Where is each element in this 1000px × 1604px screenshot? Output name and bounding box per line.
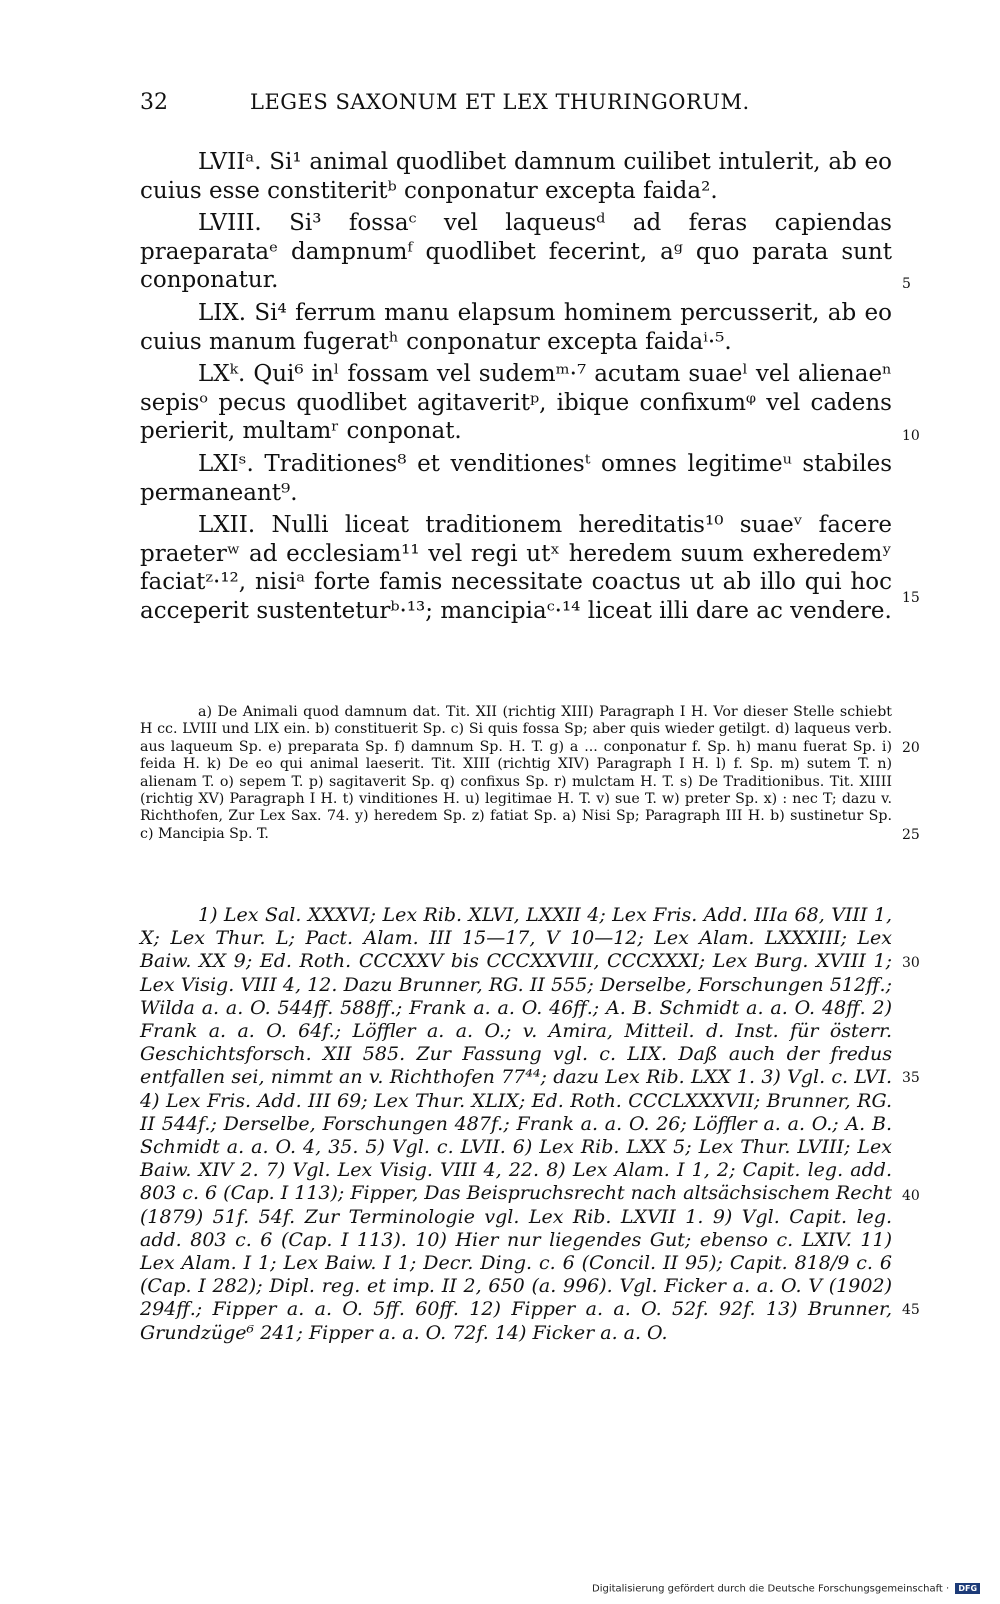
paragraph-lxii: LXII. Nulli liceat traditionem hereditatis¹⁰ suaeᵛ facere praeterʷ ad ecclesiam¹¹ vel regi utˣ heredem suum exheredemʸ faciatᶻ·¹², nisiᵃ forte famis necessitate coactus ut ab illo qui hoc acceperit sustenteturᵇ·¹³; mancipiaᶜ·¹⁴ liceat illi dare ac vendere. (140, 512, 892, 624)
running-title: LEGES SAXONUM ET LEX THURINGORUM. (250, 90, 750, 114)
critical-apparatus (140, 704, 892, 843)
page-header (140, 90, 880, 122)
line-number: 40 (902, 1188, 920, 1204)
line-number: 15 (902, 590, 920, 606)
line-number: 30 (902, 955, 920, 971)
paragraph-lviii: LVIII. Si³ fossaᶜ vel laqueusᵈ ad feras capiendas praeparataᵉ dampnumᶠ quodlibet fecerint, aᵍ quo parata sunt conponatur. (140, 210, 892, 294)
footnotes (140, 904, 892, 1345)
credit-text: Digitalisierung gefördert durch die Deutsche Forschungsgemeinschaft · (592, 1583, 950, 1595)
digitization-credit (592, 1583, 980, 1595)
apparatus-text: a) De Animali quod damnum dat. Tit. XII (richtig XIII) Paragraph I H. Vor dieser Stelle schiebt H cc. LVIII und LIX ein. b) constituerit Sp. c) Si quis fossa Sp; aber quis wieder getilgt. d) laqueus verb. aus laqueum Sp. e) preparata Sp. f) damnum Sp. H. T. g) a ... conponatur f. Sp. h) manu fuerat Sp. i) feida H. k) De eo qui animal laeserit. Tit. XIII (richtig XIV) Paragraph I H. l) f. Sp. m) sutem T. n) alienam T. o) sepem T. p) sagitaverit Sp. q) confixus Sp. r) mulctam H. T. s) De Traditionibus. Tit. XIIII (richtig XV) Paragraph I H. t) vinditiones H. u) legitimae H. T. v) sue T. w) preter Sp. x) : nec T; dazu v. Richthofen, Zur Lex Sax. 74. y) heredem Sp. z) fatiat Sp. a) Nisi Sp; Paragraph III H. b) sustinetur Sp. c) Mancipia Sp. T. (140, 704, 892, 842)
paragraph-lx: LXᵏ. Qui⁶ inˡ fossam vel sudemᵐ·⁷ acutam suaeˡ vel alienaeⁿ sepisᵒ pecus quodlibet agitaveritᵖ, ibique confixumᵠ vel cadens perierit, multamʳ conponat. (140, 361, 892, 445)
line-number: 10 (902, 428, 920, 444)
line-number: 20 (902, 740, 920, 756)
line-number: 45 (902, 1302, 920, 1318)
paragraph-lxi: LXIˢ. Traditiones⁸ et venditionesᵗ omnes legitimeᵘ stabiles permaneant⁹. (140, 450, 892, 506)
main-text (140, 148, 892, 630)
dfg-logo: DFG (955, 1583, 980, 1594)
paragraph-lviia: LVIIᵃ. Si¹ animal quodlibet damnum cuilibet intulerit, ab eo cuius esse constiteritᵇ conponatur excepta faida². (140, 149, 892, 204)
footnotes-text: 1) Lex Sal. XXXVI; Lex Rib. XLVI, LXXII 4; Lex Fris. Add. IIIa 68, VIII 1, X; Lex Thur. L; Pact. Alam. III 15—17, V 10—12; Lex Alam. LXXXIII; Lex Baiw. XX 9; Ed. Roth. CCCXXV bis CCCXXVIII, CCCXXXI; Lex Burg. XVIII 1; Lex Visig. VIII 4, 12. Dazu Brunner, RG. II 555; Derselbe, Forschungen 512ff.; Wilda a. a. O. 544ff. 588ff.; Frank a. a. O. 46ff.; A. B. Schmidt a. a. O. 48ff. 2) Frank a. a. O. 64f.; Löffler a. a. O.; v. Amira, Mitteil. d. Inst. für österr. Geschichtsforsch. XII 585. Zur Fassung vgl. c. LIX. Daß auch der fredus entfallen sei, nimmt an v. Richthofen 77⁴⁴; dazu Lex Rib. LXX 1. 3) Vgl. c. LVI. 4) Lex Fris. Add. III 69; Lex Thur. XLIX; Ed. Roth. CCCLXXXVII; Brunner, RG. II 544f.; Derselbe, Forschungen 487f.; Frank a. a. O. 26; Löffler a. a. O.; A. B. Schmidt a. a. O. 4, 35. 5) Vgl. c. LVII. 6) Lex Rib. LXX 5; Lex Thur. LVIII; Lex Baiw. XIV 2. 7) Vgl. Lex Visig. VIII 4, 22. 8) Lex Alam. I 1, 2; Capit. leg. add. 803 c. 6 (Cap. I 113); Fipper, Das Beispruchsrecht nach altsächsischem Recht (1879) 51f. 54f. Zur Terminologie vgl. Lex Rib. LXVII 1. 9) Vgl. Capit. leg. add. 803 c. 6 (Cap. I 113). 10) Hier nur liegendes Gut; ebenso c. LXIV. 11) Lex Alam. I 1; Lex Baiw. I 1; Decr. Ding. c. 6 (Concil. II 95); Capit. 818/9 c. 6 (Cap. I 282); Dipl. reg. et imp. II 2, 650 (a. 996). Vgl. Ficker a. a. O. V (1902) 294ff.; Fipper a. a. O. 5ff. 60ff. 12) Fipper a. a. O. 52f. 92f. 13) Brunner, Grundzüge⁶ 241; Fipper a. a. O. 72f. 14) Ficker a. a. O. (140, 904, 892, 1344)
line-number: 35 (902, 1070, 920, 1086)
page-number: 32 (140, 90, 168, 115)
line-number: 25 (902, 827, 920, 843)
paragraph-lix: LIX. Si⁴ ferrum manu elapsum hominem percusserit, ab eo cuius manum fugeratʰ conponatur excepta faidaⁱ·⁵. (140, 299, 892, 355)
line-number: 5 (902, 276, 911, 292)
